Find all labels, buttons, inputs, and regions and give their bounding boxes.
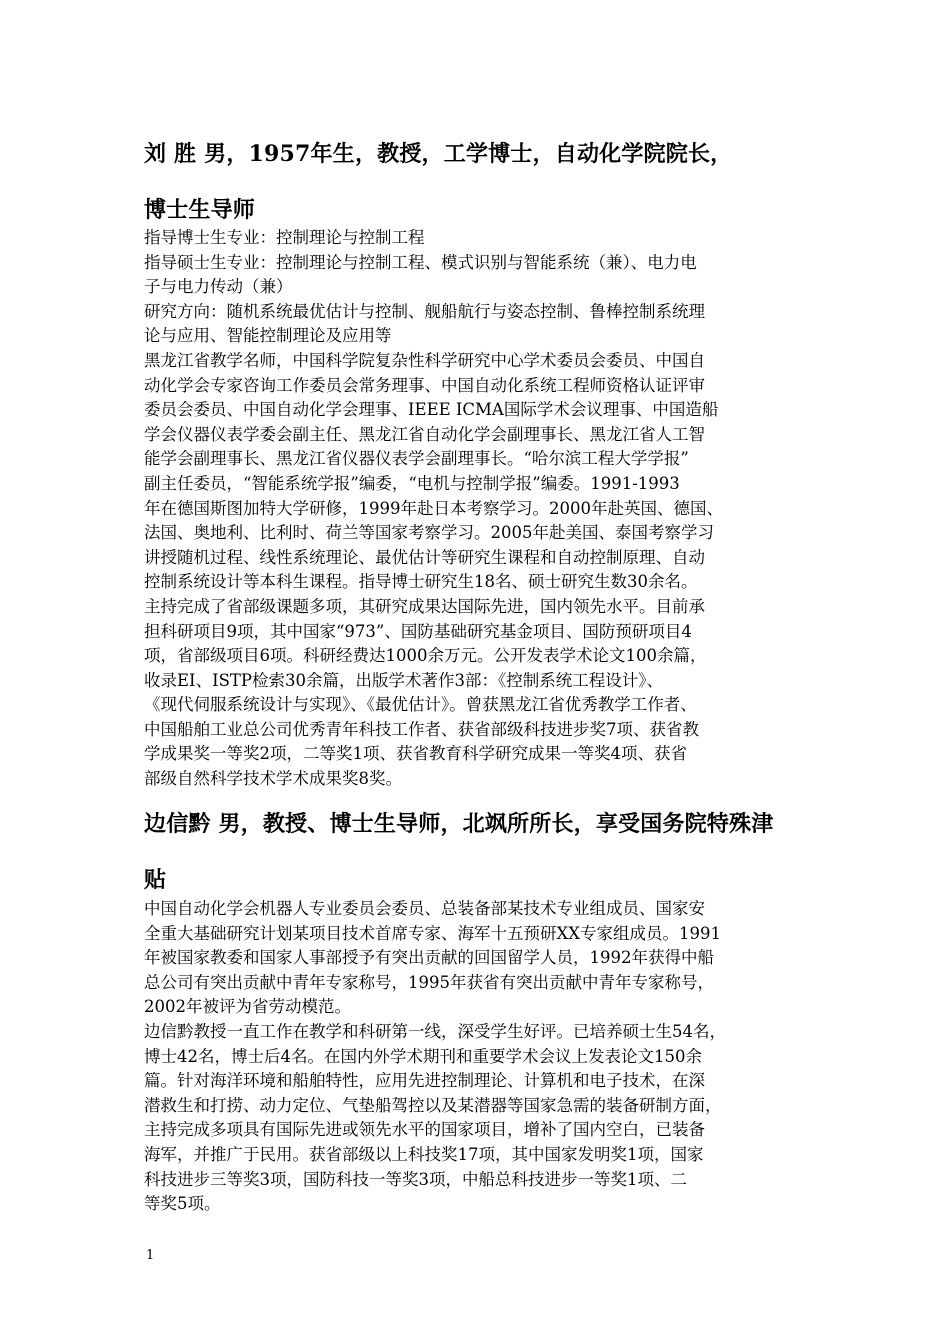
profile-bian-xinqian: [144, 796, 824, 908]
profile-body: [144, 897, 824, 1217]
body-line: 讲授随机过程、线性系统理论、最优估计等研究生课程和自动控制原理、自动: [144, 547, 705, 567]
body-line: 黑龙江省教学名师，中国科学院复杂性科学研究中心学术委员会委员、中国自: [144, 350, 705, 370]
body-line: 担科研项目9项，其中国家“973”、国防基础研究基金项目、国防预研项目4: [144, 621, 692, 641]
body-line: 博士42名，博士后4名。在国内外学术期刊和重要学术会议上发表论文150余: [144, 1046, 702, 1066]
body-line: 动化学会专家咨询工作委员会常务理事、中国自动化系统工程师资格认证评审: [144, 375, 705, 395]
body-line: 主持完成多项具有国际先进或领先水平的国家项目，增补了国内空白，已装备: [144, 1120, 705, 1140]
body-line: 研究方向：随机系统最优估计与控制、舰船航行与姿态控制、鲁棒控制系统理: [144, 301, 705, 321]
body-line: 指导博士生专业：控制理论与控制工程: [144, 228, 425, 247]
body-line: 年被国家教委和国家人事部授予有突出贡献的回国留学人员，1992年获得中船: [144, 948, 714, 968]
body-line: 中国自动化学会机器人专业委员会委员、总装备部某技术专业组成员、国家安: [144, 899, 705, 918]
body-line: 项，省部级项目6项。科研经费达1000余万元。公开发表学术论文100余篇，: [144, 646, 707, 666]
body-line: 年在德国斯图加特大学研修，1999年赴日本考察学习。2000年赴英国、德国、: [144, 498, 723, 518]
body-line: 等奖5项。: [144, 1194, 221, 1214]
body-line: 总公司有突出贡献中青年专家称号，1995年获省有突出贡献中青年专家称号，: [144, 972, 714, 992]
body-line: 指导硕士生专业：控制理论与控制工程、模式识别与智能系统（兼）、电力电: [144, 252, 697, 272]
body-line: 主持完成了省部级课题多项，其研究成果达国际先进，国内领先水平。目前承: [144, 596, 705, 616]
body-line: 2002年被评为省劳动模范。: [144, 997, 351, 1017]
body-line: 海军，并推广于民用。获省部级以上科技奖17项，其中国家发明奖1项，国家: [144, 1144, 704, 1164]
body-line: 潜救生和打捞、动力定位、气垫船驾控以及某潜器等国家急需的装备研制方面，: [144, 1095, 722, 1115]
body-line: 论与应用、智能控制理论及应用等: [144, 326, 392, 346]
body-line: 部级自然科学技术学术成果奖8奖。: [144, 769, 402, 789]
body-line: 法国、奥地利、比利时、荷兰等国家考察学习。2005年赴美国、泰国考察学习: [144, 523, 714, 543]
page-number: 1: [146, 1248, 155, 1263]
body-line: 控制系统设计等本科生课程。指导博士研究生18名、硕士研究生数30余名。: [144, 572, 698, 592]
body-line: 篇。针对海洋环境和船舶特性，应用先进控制理论、计算机和电子技术，在深: [144, 1071, 705, 1091]
heading-line: 刘 胜 男，1957年生，教授，工学博士，自动化学院院长，: [144, 141, 733, 167]
profile-heading: [144, 126, 824, 238]
body-line: 学会仪器仪表学委会副主任、黑龙江省自动化学会副理事长、黑龙江省人工智: [144, 424, 705, 444]
body-line: 中国船舶工业总公司优秀青年科技工作者、获省部级科技进步奖7项、获省教: [144, 719, 699, 739]
body-line: 全重大基础研究计划某项目技术首席专家、海军十五预研XX专家组成员。1991: [144, 923, 721, 943]
body-line: 子与电力传动（兼）: [144, 277, 293, 297]
body-line: 能学会副理事长、黑龙江省仪器仪表学会副理事长。“哈尔滨工程大学学报”: [144, 449, 689, 469]
heading-line: 博士生导师: [144, 197, 256, 223]
body-line: 《现代伺服系统设计与实现》、《最优估计》。曾获黑龙江省优秀教学工作者、: [144, 695, 697, 715]
body-line: 收录EI、ISTP检索30余篇，出版学术著作3部：《控制系统工程设计》、: [144, 670, 663, 690]
heading-line: 边信黔 男，教授、博士生导师，北飒所所长，享受国务院特殊津: [144, 811, 774, 837]
body-line: 委员会委员、中国自动化学会理事、IEEE ICMA国际学术会议理事、中国造船: [144, 400, 719, 420]
body-line: 学成果奖一等奖2项，二等奖1项、获省教育科学研究成果一等奖4项、获省: [144, 744, 687, 764]
body-line: 科技进步三等奖3项，国防科技一等奖3项，中船总科技进步一等奖1项、二: [144, 1169, 687, 1189]
profile-liu-sheng: [144, 126, 824, 238]
heading-line: 贴: [144, 867, 167, 893]
profile-body: [144, 226, 824, 792]
body-line: 边信黔教授一直工作在教学和科研第一线，深受学生好评。已培养硕士生54名，: [144, 1021, 726, 1041]
profile-heading: [144, 796, 824, 908]
body-line: 副主任委员，“智能系统学报”编委，“电机与控制学报”编委。1991-1993: [144, 473, 680, 493]
